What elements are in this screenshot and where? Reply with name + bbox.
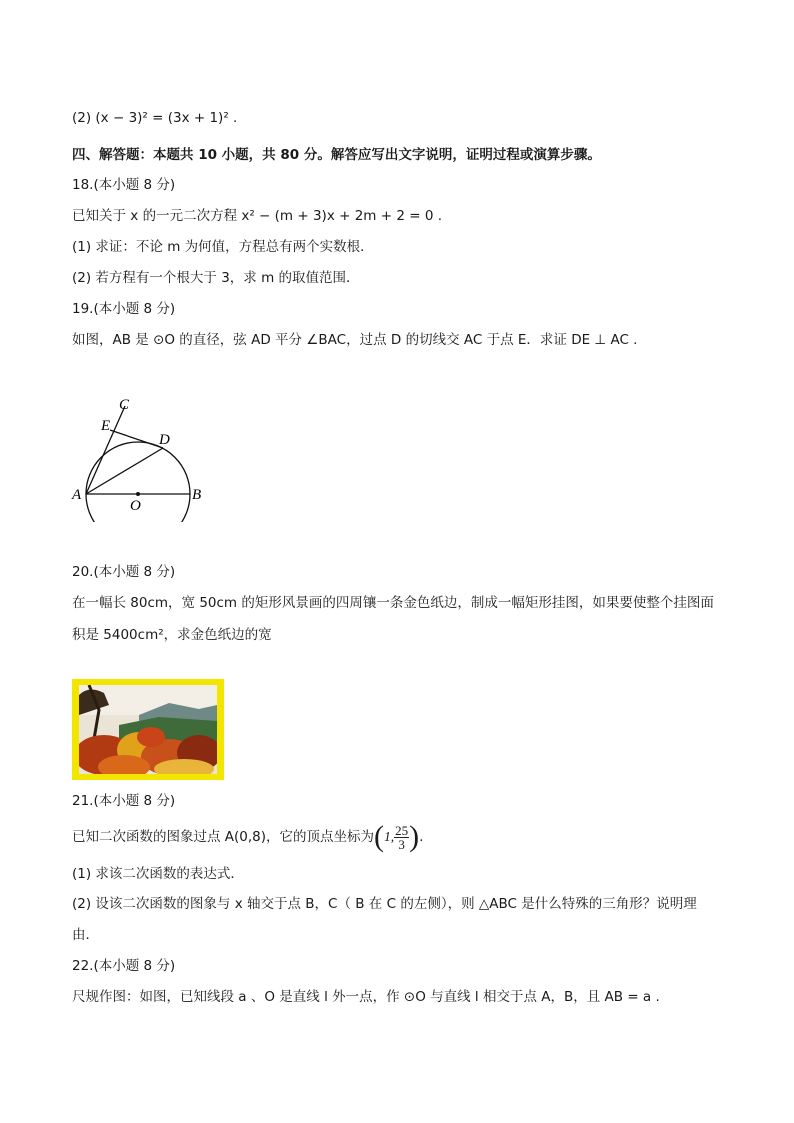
q20-line2: 积是 5400cm²，求金色纸边的宽 xyxy=(72,627,272,643)
q19-stem: 如图，AB 是 ⊙O 的直径，弦 AD 平分 ∠BAC，过点 D 的切线交 AC 于点 E．求证 DE ⊥ AC . xyxy=(72,332,638,348)
q18-header: 18.(本小题 8 分) xyxy=(72,177,176,193)
q21-part2-line1: (2) 设该二次函数的图象与 x 轴交于点 B，C（ B 在 C 的左侧），则 △ABC 是什么特殊的三角形？说明理 xyxy=(72,896,697,912)
q21-stem-end: . xyxy=(419,829,424,845)
q21-stem: 已知二次函数的图象过点 A(0,8)，它的顶点坐标为(1, $\frac{25}{3}$ ). xyxy=(72,820,424,853)
q17-part2: (2) (x − 3)² = (3x + 1)² . xyxy=(72,110,238,126)
q21-stem-text: 已知二次函数的图象过点 A(0,8)，它的顶点坐标为 xyxy=(72,829,375,845)
label-b: B xyxy=(192,487,202,503)
label-a: A xyxy=(72,487,82,503)
center-point xyxy=(136,492,140,496)
circle-diagram xyxy=(66,392,216,522)
tangent-de xyxy=(110,430,163,448)
q21-vertex-fraction xyxy=(394,824,409,851)
q21-header: 21.(本小题 8 分) xyxy=(72,793,176,809)
label-o: O xyxy=(130,498,141,514)
q21-vertex-denominator: 3 xyxy=(398,836,405,852)
q22-header: 22.(本小题 8 分) xyxy=(72,958,176,974)
label-d: D xyxy=(159,432,170,448)
q20-header: 20.(本小题 8 分) xyxy=(72,564,176,580)
q21-part2-line2: 由． xyxy=(72,927,99,943)
landscape-painting xyxy=(79,685,217,774)
q18-part1: (1) 求证：不论 m 为何值，方程总有两个实数根． xyxy=(72,239,374,255)
q18-stem: 已知关于 x 的一元二次方程 x² − (m + 3)x + 2m + 2 = 0 . xyxy=(72,208,442,224)
q19-header: 19.(本小题 8 分) xyxy=(72,301,176,317)
label-c: C xyxy=(119,397,130,413)
q21-part1: (1) 求该二次函数的表达式． xyxy=(72,866,244,882)
q21-vertex-numerator: 25 xyxy=(395,822,409,838)
q22-stem: 尺规作图：如图，已知线段 a 、O 是直线 l 外一点，作 ⊙O 与直线 l 相交于点 A，B，且 AB = a . xyxy=(72,989,660,1005)
chord-ad xyxy=(86,448,163,494)
q18-part2: (2) 若方程有一个根大于 3，求 m 的取值范围． xyxy=(72,270,360,286)
section4-heading: 四、解答题：本题共 10 小题，共 80 分。解答应写出文字说明，证明过程或演算步骤。 xyxy=(72,147,601,163)
label-e: E xyxy=(101,418,111,434)
q20-line1: 在一幅长 80cm，宽 50cm 的矩形风景画的四周镶一条金色纸边，制成一幅矩形挂图，如果要使整个挂图面 xyxy=(72,595,714,611)
q21-vertex-x: 1, xyxy=(384,829,395,844)
landscape-picture-frame xyxy=(72,679,224,780)
circle-figure xyxy=(66,392,216,526)
